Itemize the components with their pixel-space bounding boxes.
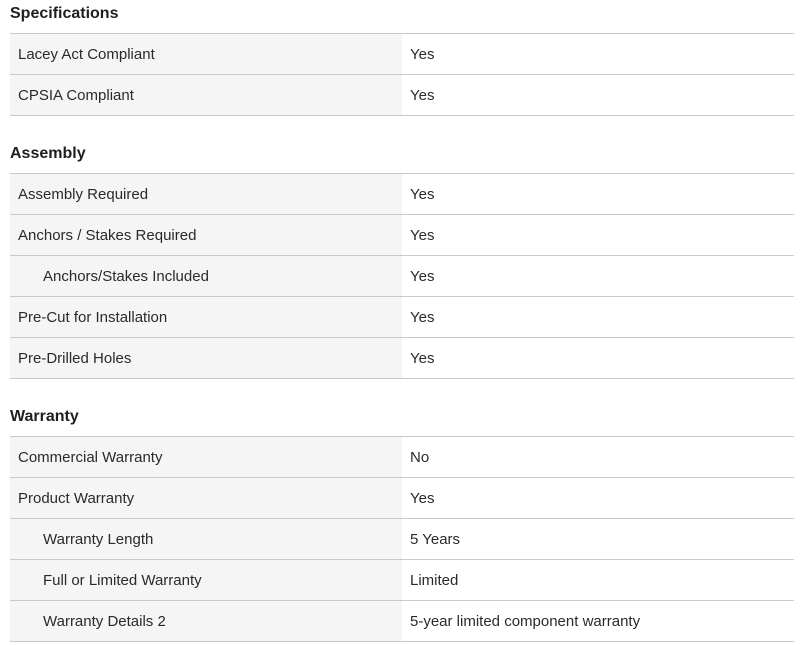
section-assembly (10, 140, 794, 379)
row-value: Yes (402, 256, 794, 296)
row-label: Lacey Act Compliant (10, 34, 402, 74)
table-row (10, 174, 794, 215)
row-label: Assembly Required (10, 174, 402, 214)
row-label: Warranty Details 2 (10, 601, 402, 641)
row-label: Product Warranty (10, 478, 402, 518)
row-value: Yes (402, 297, 794, 337)
row-label: CPSIA Compliant (10, 75, 402, 115)
section-spacer (10, 379, 794, 403)
table-row (10, 478, 794, 519)
section-title: Warranty (10, 408, 79, 425)
row-label: Warranty Length (10, 519, 402, 559)
table-row (10, 75, 794, 116)
spec-table (10, 436, 794, 642)
row-label: Commercial Warranty (10, 437, 402, 477)
row-label: Full or Limited Warranty (10, 560, 402, 600)
table-row (10, 437, 794, 478)
table-row (10, 338, 794, 379)
row-label: Pre-Drilled Holes (10, 338, 402, 378)
table-row (10, 560, 794, 601)
row-value: No (402, 437, 794, 477)
row-value: Yes (402, 75, 794, 115)
row-value: 5 Years (402, 519, 794, 559)
section-specifications (10, 0, 794, 116)
table-row (10, 519, 794, 560)
spec-table (10, 33, 794, 116)
spec-table (10, 173, 794, 379)
row-value: Yes (402, 478, 794, 518)
row-value: Yes (402, 174, 794, 214)
row-value: Yes (402, 34, 794, 74)
section-spacer (10, 116, 794, 140)
table-row (10, 215, 794, 256)
row-value: Limited (402, 560, 794, 600)
row-value: 5-year limited component warranty (402, 601, 794, 641)
row-label: Pre-Cut for Installation (10, 297, 402, 337)
row-label: Anchors / Stakes Required (10, 215, 402, 255)
specifications-page (10, 0, 794, 642)
section-title: Assembly (10, 145, 86, 162)
row-value: Yes (402, 338, 794, 378)
table-row (10, 297, 794, 338)
table-row (10, 34, 794, 75)
table-row (10, 256, 794, 297)
row-value: Yes (402, 215, 794, 255)
row-label: Anchors/Stakes Included (10, 256, 402, 296)
section-title: Specifications (10, 5, 119, 22)
section-warranty (10, 403, 794, 642)
table-row (10, 601, 794, 642)
